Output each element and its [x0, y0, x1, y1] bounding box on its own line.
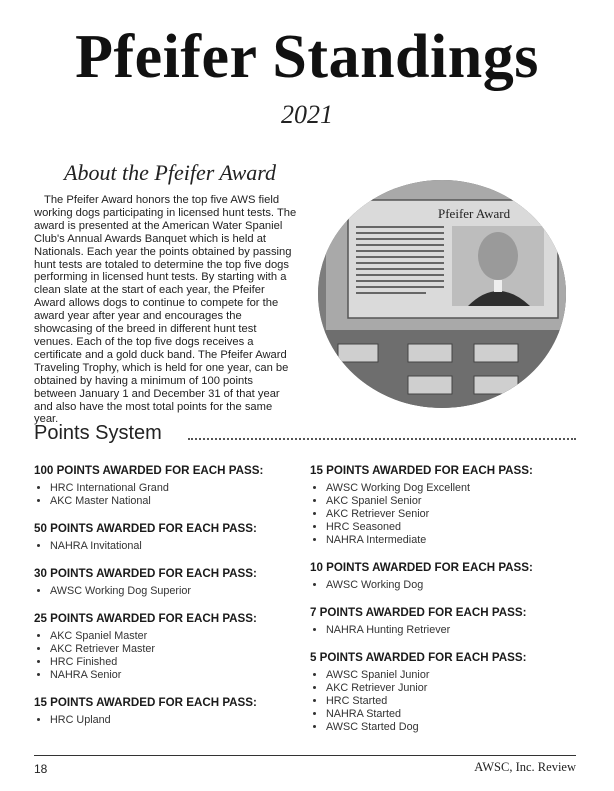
list-item: • AKC Master National	[50, 495, 304, 508]
list-item: • NAHRA Senior	[50, 669, 304, 682]
group-title: 15 POINTS AWARDED FOR EACH PASS:	[34, 696, 257, 709]
about-body: The Pfeifer Award honors the top five AWS field working dogs participating in licensed hunt tests. The award is presented at the American Water Spaniel Club's Annual Awards Banquet which is held at Nationals. Each year the points obtained by passing hunt tests are totaled to determine the top five dogs performing in licensed hunt tests. By starting with a clean slate at the start of each year, the Pfeifer Award allows dogs to continue to compete for the award year after year and encourages the showcasing of the breed in different hunt test venues. Each of the top five dogs receives a certificate and a gold duck band. The Pfeifer Award Traveling Trophy, which is held for one year, can be obtained by having a minimum of 100 points between January 1 and December 31 of that year and also have the most total points for the same year.	[34, 194, 297, 426]
list-item: • AWSC Working Dog Superior	[50, 585, 304, 598]
page-number: 18	[34, 762, 48, 776]
publication-name: AWSC, Inc. Review	[474, 760, 576, 774]
points-system-heading: Points System	[34, 422, 162, 444]
list-item: • AKC Spaniel Master	[50, 630, 304, 643]
points-group	[310, 464, 580, 547]
list-item: • AWSC Spaniel Junior	[326, 669, 580, 682]
group-title: 7 POINTS AWARDED FOR EACH PASS:	[310, 606, 527, 619]
points-group	[34, 696, 304, 727]
group-title: 15 POINTS AWARDED FOR EACH PASS:	[310, 464, 533, 477]
list-item: • NAHRA Invitational	[50, 540, 304, 553]
points-group	[34, 464, 304, 508]
list-item: • AKC Retriever Senior	[326, 508, 580, 521]
list-item: • AWSC Working Dog Excellent	[326, 482, 580, 495]
points-group	[310, 651, 580, 734]
group-title: 100 POINTS AWARDED FOR EACH PASS:	[34, 464, 264, 477]
points-group	[310, 561, 580, 592]
points-group	[310, 606, 580, 637]
group-title: 10 POINTS AWARDED FOR EACH PASS:	[310, 561, 533, 574]
points-group	[34, 612, 304, 682]
year-subtitle: 2021	[281, 100, 333, 129]
points-group	[34, 567, 304, 598]
award-plaque-photo	[318, 180, 566, 408]
list-item: • HRC Seasoned	[326, 521, 580, 534]
list-item: • AKC Spaniel Senior	[326, 495, 580, 508]
footer-divider	[34, 755, 576, 756]
award-plaque-illustration	[318, 180, 566, 408]
points-left-column	[34, 464, 304, 741]
dotted-divider	[188, 438, 576, 440]
page-title: Pfeifer Standings	[75, 23, 539, 91]
group-title: 30 POINTS AWARDED FOR EACH PASS:	[34, 567, 257, 580]
list-item: • NAHRA Intermediate	[326, 534, 580, 547]
points-group	[34, 522, 304, 553]
points-right-column	[310, 464, 580, 748]
group-title: 5 POINTS AWARDED FOR EACH PASS:	[310, 651, 527, 664]
list-item: • HRC Finished	[50, 656, 304, 669]
list-item: • AWSC Working Dog	[326, 579, 580, 592]
plaque-title: Pfeifer Award	[438, 206, 511, 221]
list-item: • AWSC Started Dog	[326, 721, 580, 734]
list-item: • HRC Upland	[50, 714, 304, 727]
list-item: • HRC International Grand	[50, 482, 304, 495]
list-item: • NAHRA Hunting Retriever	[326, 624, 580, 637]
list-item: • NAHRA Started	[326, 708, 580, 721]
list-item: • AKC Retriever Master	[50, 643, 304, 656]
group-title: 50 POINTS AWARDED FOR EACH PASS:	[34, 522, 257, 535]
group-title: 25 POINTS AWARDED FOR EACH PASS:	[34, 612, 257, 625]
about-heading: About the Pfeifer Award	[64, 160, 277, 185]
list-item: • AKC Retriever Junior	[326, 682, 580, 695]
list-item: • HRC Started	[326, 695, 580, 708]
